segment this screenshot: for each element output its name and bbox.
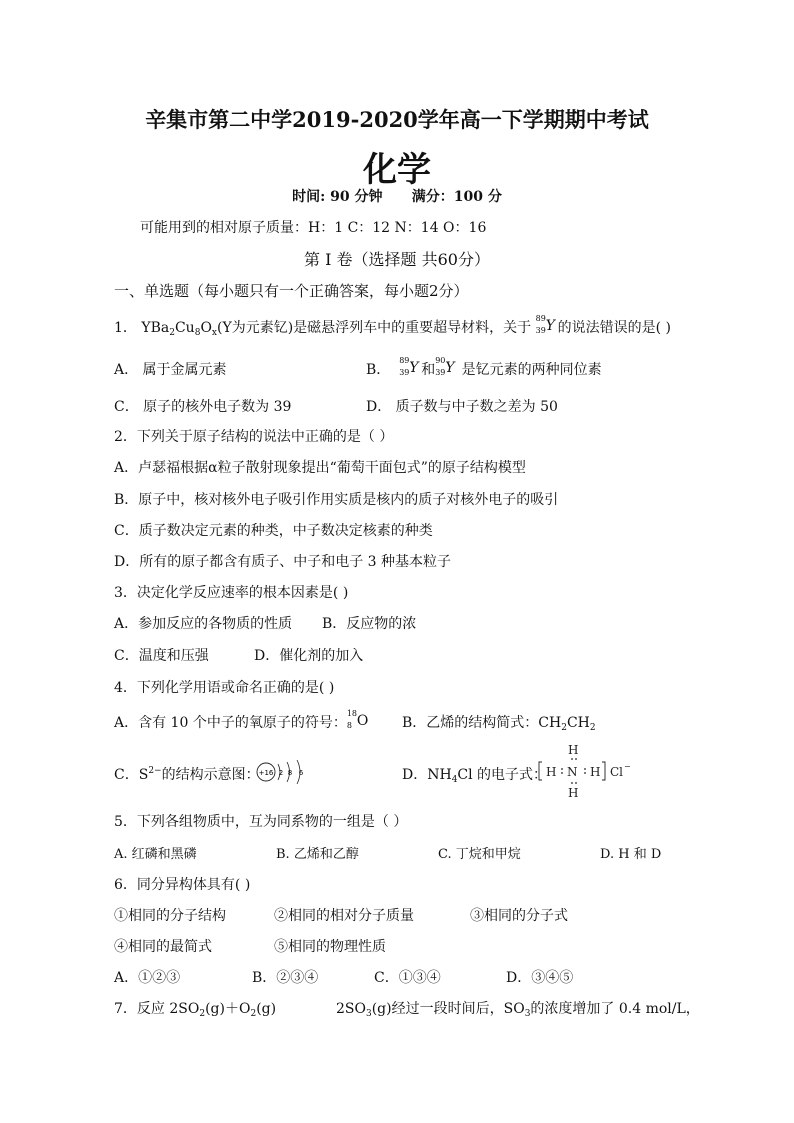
exam-subject: 化学 [363, 150, 431, 190]
q5-option-b: B. 乙烯和乙醇 [276, 847, 359, 862]
q4-option-a: A．含有 10 个中子的氧原子的符号： 18 8 O [114, 709, 369, 731]
nucleus-label: +16 [258, 769, 274, 777]
q6-stem: 6．同分异构体具有( ) [114, 877, 251, 893]
full-score: 满分：100 分 [411, 189, 502, 205]
q3-option-d: D．催化剂的加入 [254, 648, 364, 664]
h-right: H [590, 765, 601, 779]
q4-option-d: D．$NH_4Cl$ 的电子式： [402, 767, 548, 785]
section-title: 第 I 卷（选择题 共60分） [304, 250, 490, 269]
y89-isotope: 89 39 Y [399, 356, 419, 377]
q2-option-b: B．原子中，核对核外电子吸引作用实质是核内的质子对核外电子的吸引 [114, 492, 559, 508]
h-top: H [568, 743, 579, 757]
h-left: H [546, 765, 557, 779]
y89-isotope: 89 39 Y [535, 314, 555, 335]
q4-stem: 4．下列化学用语或命名正确的是( ) [114, 680, 335, 696]
ammonium-chloride-electron-formula [536, 742, 636, 800]
h-bottom: H [568, 786, 579, 800]
exam-title: 辛集市第二中学2019-2020学年高一下学期期中考试 [145, 107, 649, 132]
q2-option-a: A．卢瑟福根据α粒子散射现象提出“葡萄干面包式”的原子结构模型 [114, 460, 526, 476]
q3-stem: 3．决定化学反应速率的根本因素是( ) [114, 585, 349, 601]
part-title: 一、单选题（每小题只有一个正确答案，每小题2分） [114, 282, 469, 300]
q3-option-b: B．反应物的浓 [322, 616, 417, 632]
q5-option-c: C. 丁烷和甲烷 [438, 847, 521, 862]
q1-option-d: D． 质子数与中子数之差为 50 [366, 399, 558, 415]
q5-option-a: A. 红磷和黑磷 [114, 847, 197, 862]
q1-stem: 1． $YBa_2Cu_8O_x(Y$为元素钇)是磁悬浮列车中的重要超导材料，关于 89 39 Y 的说法错误的是( ) [114, 314, 671, 338]
q6-option-b: B．②③④ [252, 970, 319, 986]
q4-option-b: B．乙烯的结构简式：$CH_2CH_2$ [402, 715, 596, 733]
shell-1-label: 2 [278, 769, 284, 777]
y90-isotope: 90 39 Y [435, 356, 455, 377]
shell-2-label: 8 [287, 769, 293, 777]
exam-meta [0, 186, 794, 206]
q1-option-a: A． 属于金属元素 [114, 362, 227, 378]
q6-item-3: ③相同的分子式 [470, 908, 568, 924]
q6-item-1: ①相同的分子结构 [114, 908, 226, 924]
q1-option-b: B． 89 39 Y 和 90 39 Y 是钇元素的两种同位素 [366, 356, 602, 378]
q3-option-c: C．温度和压强 [114, 648, 209, 664]
q4-option-c: C．$S^{2-}$的结构示意图： [114, 766, 260, 783]
chloride-label: Cl [610, 765, 624, 779]
q3-option-a: A．参加反应的各物质的性质 [114, 616, 293, 632]
time-limit: 时间: 90 分钟 [292, 189, 383, 205]
q6-option-d: D．③④⑤ [506, 970, 574, 986]
atomic-masses: 可能用到的相对原子质量：H：1 C：12 N：14 O：16 [140, 220, 487, 236]
q2-option-d: D．所有的原子都含有质子、中子和电子 3 种基本粒子 [114, 554, 452, 570]
q7-stem-right: $2SO_3(g)$经过一段时间后，$SO_3$的浓度增加了 0.4 mol/L， [336, 1001, 700, 1019]
n-center: N [567, 765, 578, 779]
q6-item-4: ④相同的最简式 [114, 939, 212, 955]
sulfide-ion-diagram [254, 756, 310, 788]
q6-item-2: ②相同的相对分子质量 [274, 908, 414, 924]
q7-stem-left: 7．反应 $2SO_2(g)+O_2(g)$ [114, 1001, 277, 1019]
q5-option-d: D. H 和 D [600, 847, 662, 862]
shell-3-label: 6 [298, 769, 304, 777]
q6-option-a: A．①②③ [114, 970, 181, 986]
q6-option-c: C．①③④ [374, 970, 441, 986]
o18-symbol: 18 8 O [346, 709, 369, 730]
q2-stem: 2．下列关于原子结构的说法中正确的是（ ） [114, 429, 394, 445]
chloride-charge: − [624, 762, 631, 771]
q5-stem: 5．下列各组物质中，互为同系物的一组是（ ） [114, 814, 408, 830]
q2-option-c: C．质子数决定元素的种类，中子数决定核素的种类 [114, 523, 433, 539]
q6-item-5: ⑤相同的物理性质 [274, 939, 386, 955]
q1-option-c: C． 原子的核外电子数为 39 [114, 399, 292, 415]
